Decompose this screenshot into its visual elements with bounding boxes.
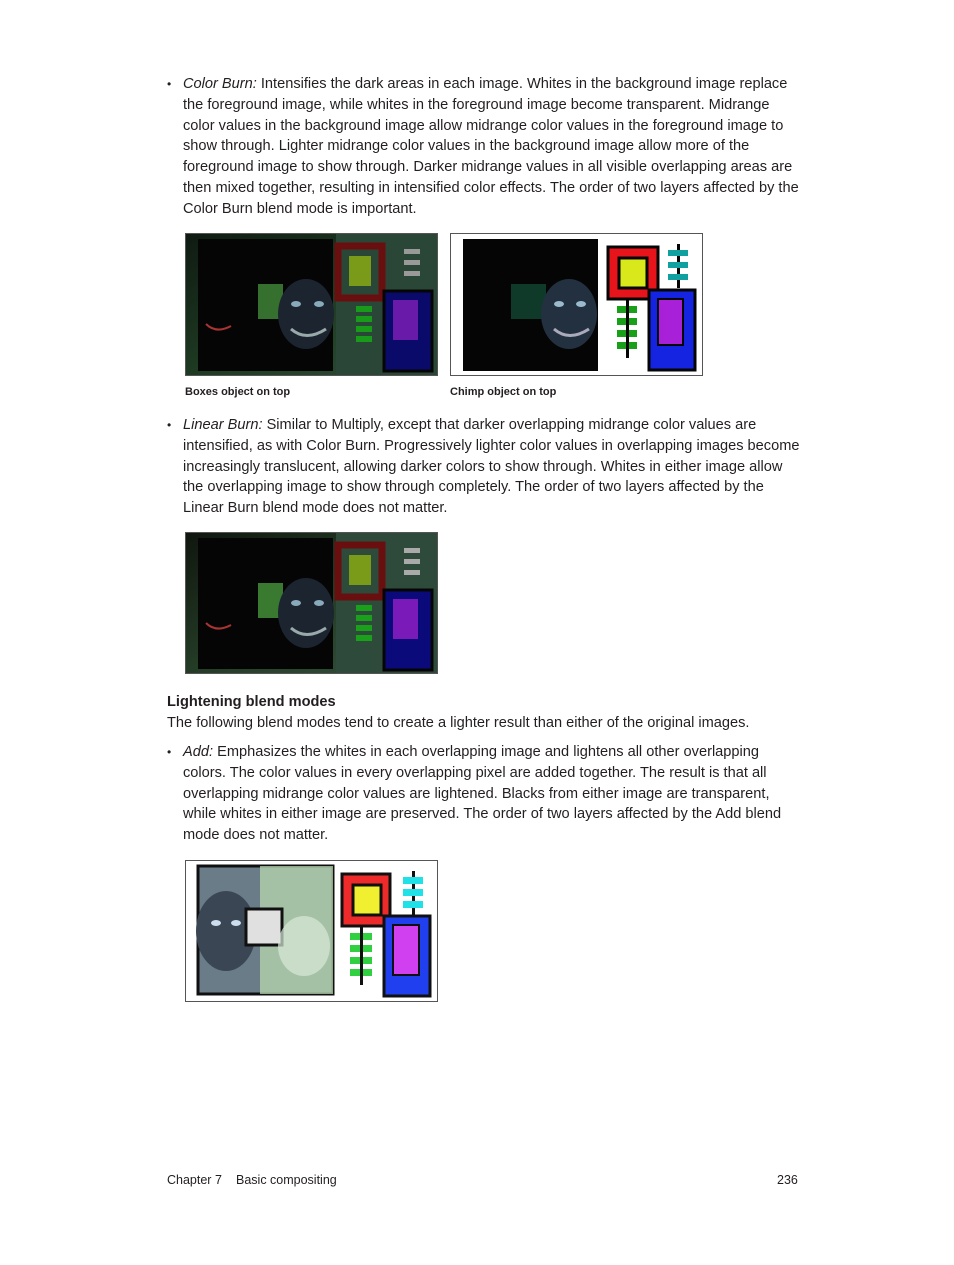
color-burn-boxes-on-top-image xyxy=(185,233,438,376)
caption-chimp-on-top: Chimp object on top xyxy=(450,386,557,398)
footer-chapter-title-link[interactable]: Basic compositing xyxy=(236,1173,337,1187)
linear-burn-term: Linear Burn: xyxy=(183,417,263,433)
bullet: • xyxy=(167,418,172,432)
linear-burn-image xyxy=(185,532,438,674)
add-paragraph xyxy=(167,742,803,846)
linear-burn-paragraph xyxy=(167,415,803,519)
caption-boxes-on-top: Boxes object on top xyxy=(185,386,291,398)
footer-page-number: 236 xyxy=(777,1173,798,1187)
add-term: Add: xyxy=(183,744,214,760)
lightening-intro: The following blend modes tend to create a lighter result than either of the original images. xyxy=(167,715,750,731)
linear-burn-text: Similar to Multiply, except that darker overlapping midrange color values are intensified, as with Color Burn. Progressively lighter color values in overlapping images become increasingly translucent, allowing darker colors to show through. Whites in either image allow the overlapping image to show through completely. The order of two layers affected by the Linear Burn blend mode does not matter. xyxy=(183,417,800,517)
color-burn-chimp-on-top-image xyxy=(450,233,703,376)
lightening-heading: Lightening blend modes xyxy=(167,694,336,710)
footer-chapter: Chapter 7 xyxy=(167,1173,222,1187)
color-burn-term: Color Burn: xyxy=(183,76,257,92)
bullet: • xyxy=(167,77,172,91)
color-burn-paragraph xyxy=(167,74,803,220)
bullet: • xyxy=(167,745,172,759)
add-blend-image xyxy=(185,860,438,1002)
add-text: Emphasizes the whites in each overlapping image and lightens all other overlapping colors. The color values in every overlapping pixel are added together. The result is that all overlapping midrange color values are lightened. Blacks from either image are transparent, while whites in either image are preserved. The order of two layers affected by the Add blend mode does not matter. xyxy=(183,744,782,844)
color-burn-text: Intensifies the dark areas in each image. Whites in the background image replace the foreground image, while whites in the foreground image become transparent. Midrange color values in the background image allow midrange color values in the foreground image to show through. Lighter midrange color values in the background image allow more of the foreground image to show through. Darker midrange values in all visible overlapping areas are then mixed together, resulting in intensified color effects. The order of two layers affected by the Color Burn blend mode is important. xyxy=(183,76,799,217)
